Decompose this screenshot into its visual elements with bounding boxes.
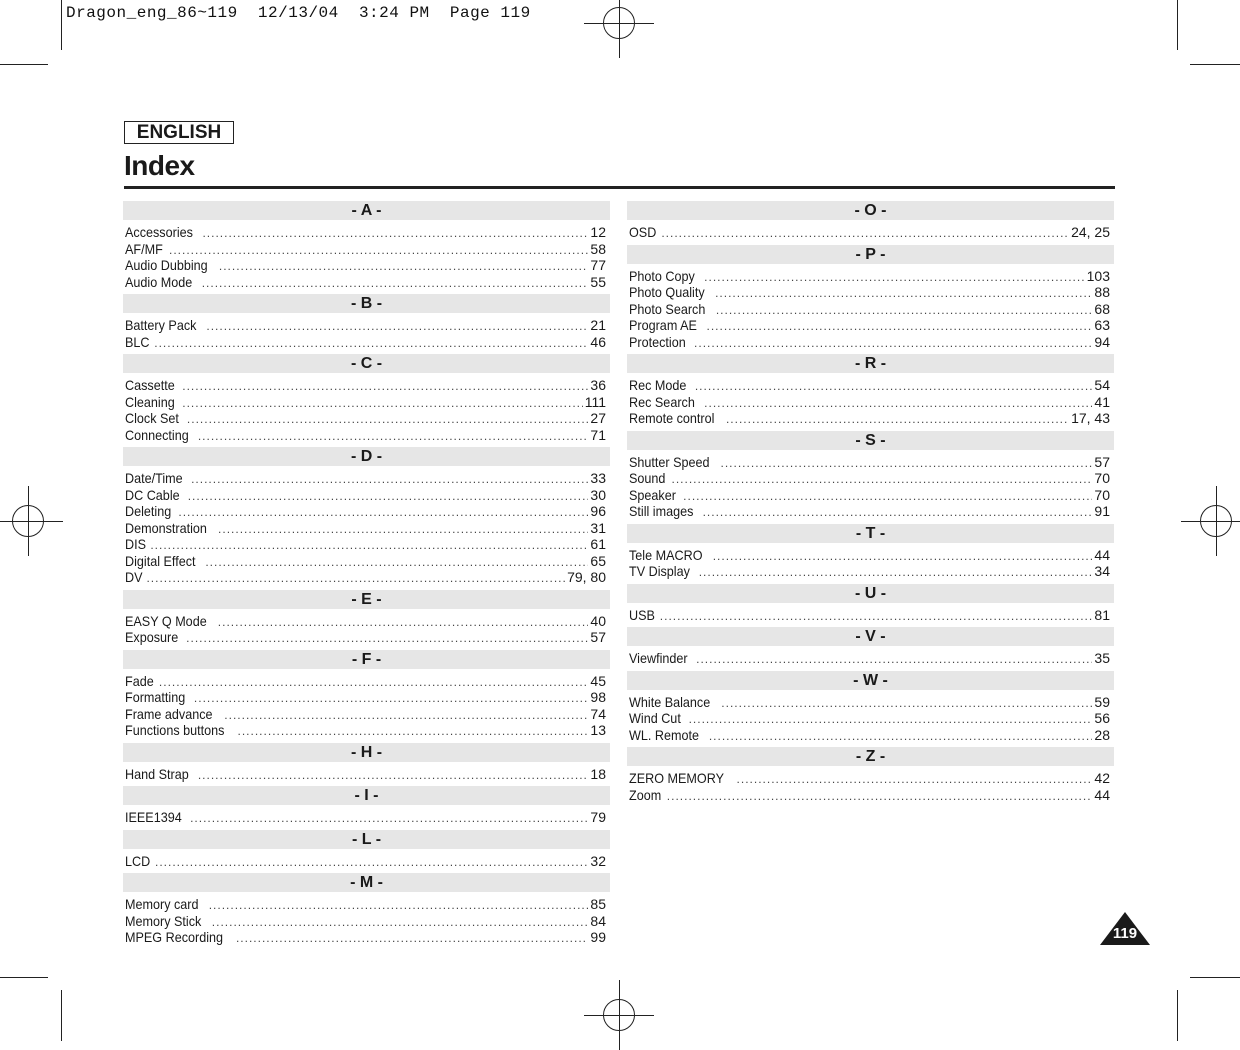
- index-page: 31: [590, 519, 606, 536]
- index-entry: [123, 427, 610, 444]
- index-entry: [123, 553, 610, 570]
- registration-mark-bottom: [603, 999, 635, 1031]
- index-entry: [123, 224, 610, 241]
- dot-leader: [704, 269, 1084, 286]
- index-term: WL. Remote: [629, 726, 700, 743]
- index-entry: [123, 569, 610, 586]
- section-header: - Z -: [627, 747, 1114, 766]
- index-term: Cleaning: [125, 393, 175, 410]
- index-term: Tele MACRO: [629, 546, 703, 563]
- dot-leader: [713, 548, 1093, 565]
- index-page: 65: [590, 552, 606, 569]
- print-slug: Dragon_eng_86~119 12/13/04 3:24 PM Page 119: [66, 4, 531, 22]
- registration-mark-top: [603, 7, 635, 39]
- index-term: Clock Set: [125, 410, 179, 426]
- index-entry: [627, 727, 1114, 744]
- index-term: AF/MF: [125, 240, 163, 257]
- index-page: 27: [590, 410, 606, 426]
- index-term: Date/Time: [125, 470, 183, 486]
- index-page: 111: [584, 393, 606, 410]
- section-header: - B -: [123, 294, 610, 313]
- index-page: 35: [1094, 650, 1110, 666]
- index-page: 61: [590, 536, 606, 552]
- index-page: 59: [1094, 693, 1110, 710]
- crop-mark: [1177, 0, 1178, 50]
- index-entry: [123, 394, 610, 411]
- index-page: 77: [590, 257, 606, 273]
- index-page: 24, 25: [1071, 224, 1110, 240]
- dot-leader: [695, 378, 1093, 395]
- section-entries: [627, 543, 1114, 584]
- index-term: Still images: [629, 503, 694, 519]
- index-entry: [627, 284, 1114, 301]
- index-entry: [123, 334, 610, 351]
- dot-leader: [218, 521, 588, 538]
- registration-mark-right: [1200, 505, 1232, 537]
- section-header: - O -: [627, 201, 1114, 220]
- dot-leader: [709, 728, 1093, 745]
- index-entry: [123, 706, 610, 723]
- section-entries: [627, 264, 1114, 355]
- index-entry: [123, 274, 610, 291]
- index-entry: [627, 394, 1114, 411]
- index-term: Rec Search: [629, 393, 695, 410]
- index-page: 70: [1094, 486, 1110, 503]
- section-header: - D -: [123, 447, 610, 466]
- index-entry: [627, 410, 1114, 427]
- dot-leader: [187, 411, 589, 428]
- index-page: 54: [1094, 377, 1110, 393]
- section-entries: [123, 220, 610, 294]
- index-entry: [627, 334, 1114, 351]
- dot-leader: [238, 723, 589, 740]
- index-entry: [123, 520, 610, 537]
- index-term: Protection: [629, 333, 686, 350]
- section-header: - L -: [123, 830, 610, 849]
- index-page: 99: [590, 929, 606, 945]
- dot-leader: [671, 471, 1092, 488]
- dot-leader: [182, 378, 588, 395]
- index-term: OSD: [629, 224, 657, 240]
- section-entries: [627, 603, 1114, 628]
- index-entry: [123, 470, 610, 487]
- dot-leader: [706, 318, 1092, 335]
- dot-leader: [721, 695, 1092, 712]
- index-entry: [123, 377, 610, 394]
- dot-leader: [159, 674, 589, 691]
- index-entry: [123, 487, 610, 504]
- dot-leader: [178, 504, 588, 521]
- index-page: 58: [590, 240, 606, 257]
- index-term: Rec Mode: [629, 377, 687, 393]
- section-header: - S -: [627, 431, 1114, 450]
- index-page: 36: [590, 377, 606, 393]
- index-page: 96: [590, 503, 606, 519]
- index-term: Speaker: [629, 486, 676, 503]
- index-term: Accessories: [125, 224, 193, 240]
- index-column-left: [123, 201, 610, 950]
- index-page: 70: [1094, 470, 1110, 486]
- index-term: Wind Cut: [629, 710, 681, 726]
- index-entry: [123, 722, 610, 739]
- dot-leader: [660, 608, 1093, 625]
- index-entry: [627, 694, 1114, 711]
- section-header: - T -: [627, 524, 1114, 543]
- dot-leader: [146, 570, 565, 587]
- index-term: Frame advance: [125, 705, 213, 722]
- index-page: 71: [590, 426, 606, 443]
- section-header: - W -: [627, 671, 1114, 690]
- dot-leader: [683, 488, 1092, 505]
- index-column-right: [627, 201, 1114, 807]
- index-term: Exposure: [125, 629, 179, 645]
- dot-leader: [155, 854, 588, 871]
- dot-leader: [206, 318, 588, 335]
- section-entries: [627, 373, 1114, 431]
- index-term: DV: [125, 569, 143, 585]
- index-entry: [627, 787, 1114, 804]
- dot-leader: [704, 395, 1092, 412]
- index-term: Fade: [125, 672, 154, 689]
- index-page: 57: [590, 629, 606, 645]
- index-term: Program AE: [629, 317, 697, 333]
- index-page: 79, 80: [567, 569, 606, 585]
- dot-leader: [169, 242, 588, 259]
- index-entry: [627, 650, 1114, 667]
- index-entry: [627, 607, 1114, 624]
- dot-leader: [182, 395, 582, 412]
- dot-leader: [721, 455, 1093, 472]
- index-entry: [627, 503, 1114, 520]
- crop-mark: [0, 64, 48, 65]
- section-entries: [123, 892, 610, 950]
- section-entries: [627, 646, 1114, 671]
- dot-leader: [209, 897, 589, 914]
- dot-leader: [689, 711, 1093, 728]
- index-term: Connecting: [125, 426, 189, 443]
- index-term: DC Cable: [125, 486, 180, 503]
- crop-mark: [0, 977, 48, 978]
- index-entry: [123, 853, 610, 870]
- index-page: 12: [590, 224, 606, 240]
- dot-leader: [661, 225, 1069, 242]
- index-page: 45: [590, 672, 606, 689]
- dot-leader: [715, 285, 1092, 302]
- section-header: - U -: [627, 584, 1114, 603]
- section-header: - A -: [123, 201, 610, 220]
- index-page: 68: [1094, 300, 1110, 317]
- dot-leader: [198, 767, 589, 784]
- index-page: 40: [590, 612, 606, 629]
- section-entries: [123, 466, 610, 590]
- index-entry: [123, 257, 610, 274]
- index-term: DIS: [125, 536, 147, 552]
- index-term: Demonstration: [125, 519, 207, 536]
- index-entry: [627, 454, 1114, 471]
- dot-leader: [737, 771, 1093, 788]
- index-page: 57: [1094, 453, 1110, 470]
- dot-leader: [726, 411, 1069, 428]
- index-entry: [123, 536, 610, 553]
- index-term: Photo Search: [629, 300, 706, 317]
- dot-leader: [202, 225, 588, 242]
- index-page: 56: [1094, 710, 1110, 726]
- index-page: 21: [590, 317, 606, 333]
- section-entries: [123, 373, 610, 447]
- index-page: 81: [1094, 606, 1110, 623]
- index-term: EASY Q Mode: [125, 612, 207, 629]
- dot-leader: [205, 554, 588, 571]
- dot-leader: [236, 930, 588, 947]
- section-entries: [627, 690, 1114, 748]
- section-header: - C -: [123, 354, 610, 373]
- index-entry: [123, 896, 610, 913]
- dot-leader: [191, 471, 588, 488]
- dot-leader: [186, 630, 588, 647]
- index-entry: [627, 224, 1114, 241]
- index-term: Memory Stick: [125, 912, 202, 929]
- index-entry: [627, 710, 1114, 727]
- index-page: 63: [1094, 317, 1110, 333]
- index-entry: [123, 410, 610, 427]
- dot-leader: [667, 788, 1093, 805]
- index-entry: [123, 317, 610, 334]
- index-page: 46: [590, 333, 606, 350]
- index-page: 88: [1094, 284, 1110, 300]
- index-entry: [123, 241, 610, 258]
- index-entry: [627, 377, 1114, 394]
- index-page: 32: [590, 852, 606, 869]
- section-header: - R -: [627, 354, 1114, 373]
- index-page: 79: [590, 809, 606, 825]
- section-entries: [627, 220, 1114, 245]
- index-page: 33: [590, 470, 606, 486]
- index-term: Hand Strap: [125, 765, 189, 782]
- section-entries: [123, 609, 610, 650]
- index-term: Battery Pack: [125, 317, 197, 333]
- page-title: Index: [124, 150, 195, 181]
- index-entry: [123, 809, 610, 826]
- index-page: 91: [1094, 503, 1110, 519]
- index-entry: [123, 689, 610, 706]
- index-page: 28: [1094, 726, 1110, 743]
- dot-leader: [218, 614, 589, 631]
- index-entry: [123, 503, 610, 520]
- index-entry: [123, 613, 610, 630]
- dot-leader: [154, 335, 588, 352]
- index-entry: [627, 470, 1114, 487]
- dot-leader: [696, 651, 1092, 668]
- dot-leader: [699, 564, 1093, 581]
- index-entry: [123, 766, 610, 783]
- dot-leader: [150, 537, 588, 554]
- index-page: 85: [590, 896, 606, 912]
- dot-leader: [716, 302, 1093, 319]
- index-term: Photo Copy: [629, 267, 695, 284]
- index-term: MPEG Recording: [125, 929, 224, 945]
- dot-leader: [202, 275, 589, 292]
- index-page: 74: [590, 705, 606, 722]
- crop-mark: [1190, 977, 1240, 978]
- index-term: Audio Mode: [125, 273, 193, 290]
- section-header: - M -: [123, 873, 610, 892]
- index-entry: [627, 770, 1114, 787]
- index-page: 44: [1094, 786, 1110, 803]
- dot-leader: [198, 428, 589, 445]
- dot-leader: [694, 335, 1092, 352]
- crop-mark: [61, 0, 62, 50]
- index-term: USB: [629, 606, 655, 623]
- crop-mark: [1190, 64, 1240, 65]
- language-label: ENGLISH: [124, 121, 234, 144]
- dot-leader: [188, 488, 589, 505]
- index-term: Remote control: [629, 410, 715, 426]
- section-header: - V -: [627, 627, 1114, 646]
- index-page: 42: [1094, 770, 1110, 786]
- title-rule: [124, 186, 1115, 189]
- index-term: Deleting: [125, 503, 172, 519]
- dot-leader: [212, 914, 589, 931]
- crop-mark: [1177, 990, 1178, 1041]
- index-term: ZERO MEMORY: [629, 770, 724, 786]
- crop-mark: [61, 990, 62, 1041]
- index-term: Zoom: [629, 786, 662, 803]
- section-entries: [123, 313, 610, 354]
- index-entry: [627, 547, 1114, 564]
- index-term: LCD: [125, 852, 151, 869]
- index-term: White Balance: [629, 693, 711, 710]
- index-term: Viewfinder: [629, 650, 688, 666]
- index-entry: [123, 629, 610, 646]
- index-entry: [123, 913, 610, 930]
- index-page: 55: [590, 273, 606, 290]
- section-entries: [123, 805, 610, 830]
- page-number: 119: [1112, 925, 1138, 942]
- index-page: 41: [1094, 393, 1110, 410]
- index-entry: [627, 301, 1114, 318]
- index-entry: [627, 563, 1114, 580]
- section-header: - P -: [627, 245, 1114, 264]
- section-entries: [123, 849, 610, 874]
- section-entries: [627, 450, 1114, 524]
- index-entry: [627, 317, 1114, 334]
- index-page: 98: [590, 689, 606, 705]
- index-term: BLC: [125, 333, 150, 350]
- index-page: 13: [590, 722, 606, 738]
- index-page: 103: [1086, 267, 1110, 284]
- section-entries: [123, 762, 610, 787]
- index-term: Audio Dubbing: [125, 257, 208, 273]
- section-entries: [123, 669, 610, 743]
- index-page: 94: [1094, 333, 1110, 350]
- section-header: - I -: [123, 786, 610, 805]
- index-term: Formatting: [125, 689, 186, 705]
- dot-leader: [703, 504, 1093, 521]
- index-term: IEEE1394: [125, 809, 182, 825]
- dot-leader: [219, 258, 589, 275]
- index-entry: [123, 673, 610, 690]
- index-page: 44: [1094, 546, 1110, 563]
- index-term: Sound: [629, 470, 666, 486]
- section-entries: [627, 766, 1114, 807]
- index-page: 84: [590, 912, 606, 929]
- dot-leader: [194, 690, 589, 707]
- index-page: 34: [1094, 563, 1110, 579]
- index-page: 30: [590, 486, 606, 503]
- section-header: - F -: [123, 650, 610, 669]
- index-page: 17, 43: [1071, 410, 1110, 426]
- index-term: Memory card: [125, 896, 199, 912]
- index-entry: [627, 268, 1114, 285]
- section-header: - E -: [123, 590, 610, 609]
- index-term: Cassette: [125, 377, 175, 393]
- index-entry: [627, 487, 1114, 504]
- index-term: Shutter Speed: [629, 453, 710, 470]
- index-term: Photo Quality: [629, 284, 705, 300]
- dot-leader: [224, 707, 588, 724]
- index-term: TV Display: [629, 563, 690, 579]
- index-term: Functions buttons: [125, 722, 225, 738]
- section-header: - H -: [123, 743, 610, 762]
- index-entry: [123, 929, 610, 946]
- dot-leader: [190, 810, 588, 827]
- registration-mark-left: [12, 505, 44, 537]
- index-page: 18: [590, 765, 606, 782]
- index-term: Digital Effect: [125, 552, 196, 569]
